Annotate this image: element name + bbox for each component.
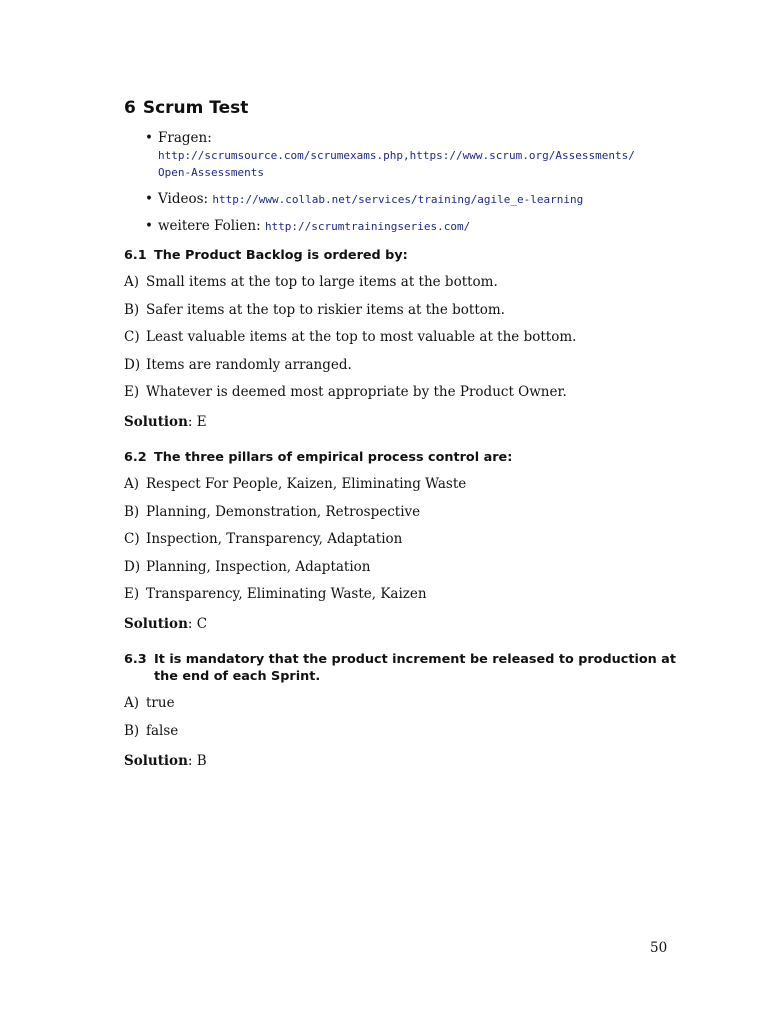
section-title-text: Scrum Test xyxy=(142,98,249,118)
option-e: E) Whatever is deemed most appropriate by the Product Owner. xyxy=(124,384,567,400)
page-number: 50 xyxy=(650,940,668,956)
section-number: 6 xyxy=(124,98,136,118)
link-folien[interactable]: http://scrumtrainingseries.com/ xyxy=(264,220,471,233)
option-d: D) Items are randomly arranged. xyxy=(124,356,352,373)
link-videos[interactable]: http://www.collab.net/services/training/agile_e-learning xyxy=(212,193,584,206)
option-a: A) true xyxy=(124,695,175,711)
option-c: C) Least valuable items at the top to most valuable at the bottom. xyxy=(124,329,577,345)
option-b: B) Safer items at the top to riskier items at the bottom. xyxy=(124,301,505,318)
question-6-3 xyxy=(124,651,684,770)
question-6-1 xyxy=(124,247,684,431)
option-e: E) Transparency, Eliminating Waste, Kaizen xyxy=(124,586,427,602)
link-label: weitere Folien: xyxy=(158,218,261,234)
option-b: B) false xyxy=(124,722,179,739)
question-6-2 xyxy=(124,449,684,633)
question-title: 6.3 It is mandatory that the product increment be released to production at the end of each Sprint. xyxy=(124,652,676,684)
option-d: D) Planning, Inspection, Adaptation xyxy=(124,558,371,575)
link-label: Fragen: xyxy=(158,130,212,146)
list-item-fragen: • Fragen: http://scrumsource.com/scrumexams.php,https://www.scrum.org/Assessments/ Open-Assessments xyxy=(145,130,635,179)
solution: Solution: B xyxy=(124,752,207,769)
option-b: B) Planning, Demonstration, Retrospective xyxy=(124,503,421,520)
option-a: A) Respect For People, Kaizen, Eliminating Waste xyxy=(124,476,467,492)
question-title: 6.2 The three pillars of empirical process control are: xyxy=(124,450,513,465)
resource-links-list xyxy=(124,130,684,235)
link-label: Videos: xyxy=(158,191,209,207)
list-item-folien: • weitere Folien: http://scrumtrainingseries.com/ xyxy=(145,218,471,234)
solution: Solution: E xyxy=(124,414,207,430)
option-a: A) Small items at the top to large items at the bottom. xyxy=(124,274,498,290)
list-item-videos: • Videos: http://www.collab.net/services/training/agile_e-learning xyxy=(145,191,584,207)
link-fragen[interactable]: http://scrumsource.com/scrumexams.php,https://www.scrum.org/Assessments/ xyxy=(158,149,635,162)
section-title xyxy=(124,96,684,120)
question-title: 6.1 The Product Backlog is ordered by: xyxy=(124,248,408,263)
solution: Solution: C xyxy=(124,616,208,632)
document-page xyxy=(124,96,684,788)
link-fragen-cont[interactable]: Open-Assessments xyxy=(158,166,264,179)
option-c: C) Inspection, Transparency, Adaptation xyxy=(124,531,403,547)
